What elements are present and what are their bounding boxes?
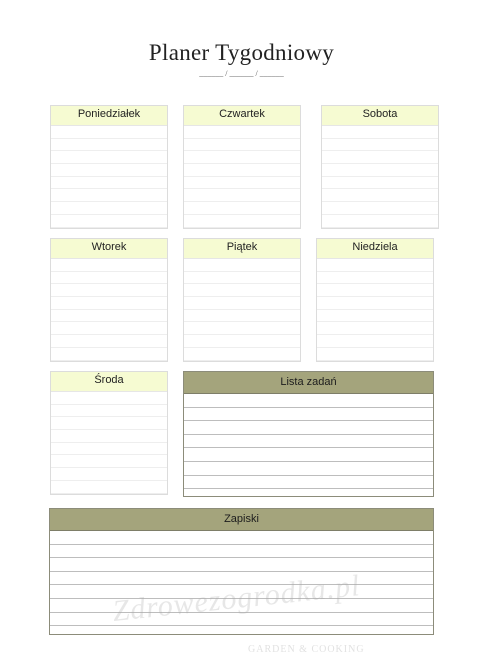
writing-line: [51, 272, 167, 285]
day-header: Środa: [51, 372, 167, 392]
writing-line: [184, 335, 300, 348]
writing-line: [184, 421, 433, 435]
writing-line: [184, 259, 300, 272]
day-box-sunday[interactable]: [316, 238, 434, 362]
writing-line: [51, 139, 167, 152]
writing-line: [51, 417, 167, 430]
writing-line: [317, 310, 433, 323]
day-header: Sobota: [322, 106, 438, 126]
writing-line: [51, 443, 167, 456]
writing-line: [51, 189, 167, 202]
writing-line: [317, 259, 433, 272]
writing-line: [51, 164, 167, 177]
writing-line: [51, 405, 167, 418]
writing-line: [322, 202, 438, 215]
task-list-header: Lista zadań: [184, 372, 433, 394]
writing-line: [184, 448, 433, 462]
writing-line: [322, 215, 438, 228]
writing-line: [322, 177, 438, 190]
writing-line: [184, 394, 433, 408]
writing-line: [184, 189, 300, 202]
notes-header: Zapiski: [50, 509, 433, 531]
writing-line: [322, 164, 438, 177]
writing-line: [184, 126, 300, 139]
page-title: Planer Tygodniowy: [148, 40, 335, 65]
writing-line: [322, 189, 438, 202]
writing-line: [184, 272, 300, 285]
day-box-wednesday[interactable]: [50, 371, 168, 495]
day-box-tuesday[interactable]: [50, 238, 168, 362]
writing-line: [184, 202, 300, 215]
writing-line: [184, 177, 300, 190]
writing-line: [50, 585, 433, 599]
day-box-thursday[interactable]: [183, 105, 301, 229]
writing-line: [184, 348, 300, 361]
writing-line: [50, 599, 433, 613]
writing-line: [51, 284, 167, 297]
writing-line: [184, 297, 300, 310]
writing-line: [184, 476, 433, 490]
date-line: ______ / ______ / ______: [199, 69, 284, 78]
writing-line: [322, 126, 438, 139]
writing-line: [51, 126, 167, 139]
writing-line: [184, 151, 300, 164]
writing-line: [51, 297, 167, 310]
writing-line: [317, 335, 433, 348]
day-header: Niedziela: [317, 239, 433, 259]
writing-line: [317, 322, 433, 335]
writing-line: [322, 151, 438, 164]
writing-line: [50, 531, 433, 545]
day-header: Piątek: [184, 239, 300, 259]
writing-line: [51, 177, 167, 190]
day-header: Wtorek: [51, 239, 167, 259]
writing-line: [184, 215, 300, 228]
writing-line: [51, 392, 167, 405]
writing-line: [51, 430, 167, 443]
writing-line: [51, 455, 167, 468]
writing-line: [184, 284, 300, 297]
writing-line: [50, 558, 433, 572]
writing-line: [184, 139, 300, 152]
writing-line: [317, 284, 433, 297]
writing-line: [184, 322, 300, 335]
day-box-monday[interactable]: [50, 105, 168, 229]
writing-line: [184, 310, 300, 323]
writing-line: [184, 462, 433, 476]
writing-line: [51, 259, 167, 272]
writing-line: [50, 545, 433, 559]
writing-line: [322, 139, 438, 152]
writing-line: [317, 297, 433, 310]
notes-box[interactable]: [49, 508, 434, 635]
task-list-box[interactable]: [183, 371, 434, 497]
writing-line: [51, 481, 167, 494]
writing-line: [50, 572, 433, 586]
writing-line: [184, 408, 433, 422]
watermark-tagline: GARDEN & COOKING: [248, 644, 365, 655]
writing-line: [51, 310, 167, 323]
writing-line: [51, 215, 167, 228]
day-box-friday[interactable]: [183, 238, 301, 362]
writing-line: [50, 613, 433, 627]
writing-line: [51, 348, 167, 361]
writing-line: [51, 151, 167, 164]
writing-line: [184, 435, 433, 449]
writing-line: [51, 468, 167, 481]
day-header: Czwartek: [184, 106, 300, 126]
writing-line: [184, 164, 300, 177]
writing-line: [317, 272, 433, 285]
watermark-logo: Zdrowezogrodka.pl: [110, 569, 362, 628]
writing-line: [317, 348, 433, 361]
writing-line: [51, 335, 167, 348]
writing-line: [51, 322, 167, 335]
writing-line: [51, 202, 167, 215]
day-box-saturday[interactable]: [321, 105, 439, 229]
day-header: Poniedziałek: [51, 106, 167, 126]
